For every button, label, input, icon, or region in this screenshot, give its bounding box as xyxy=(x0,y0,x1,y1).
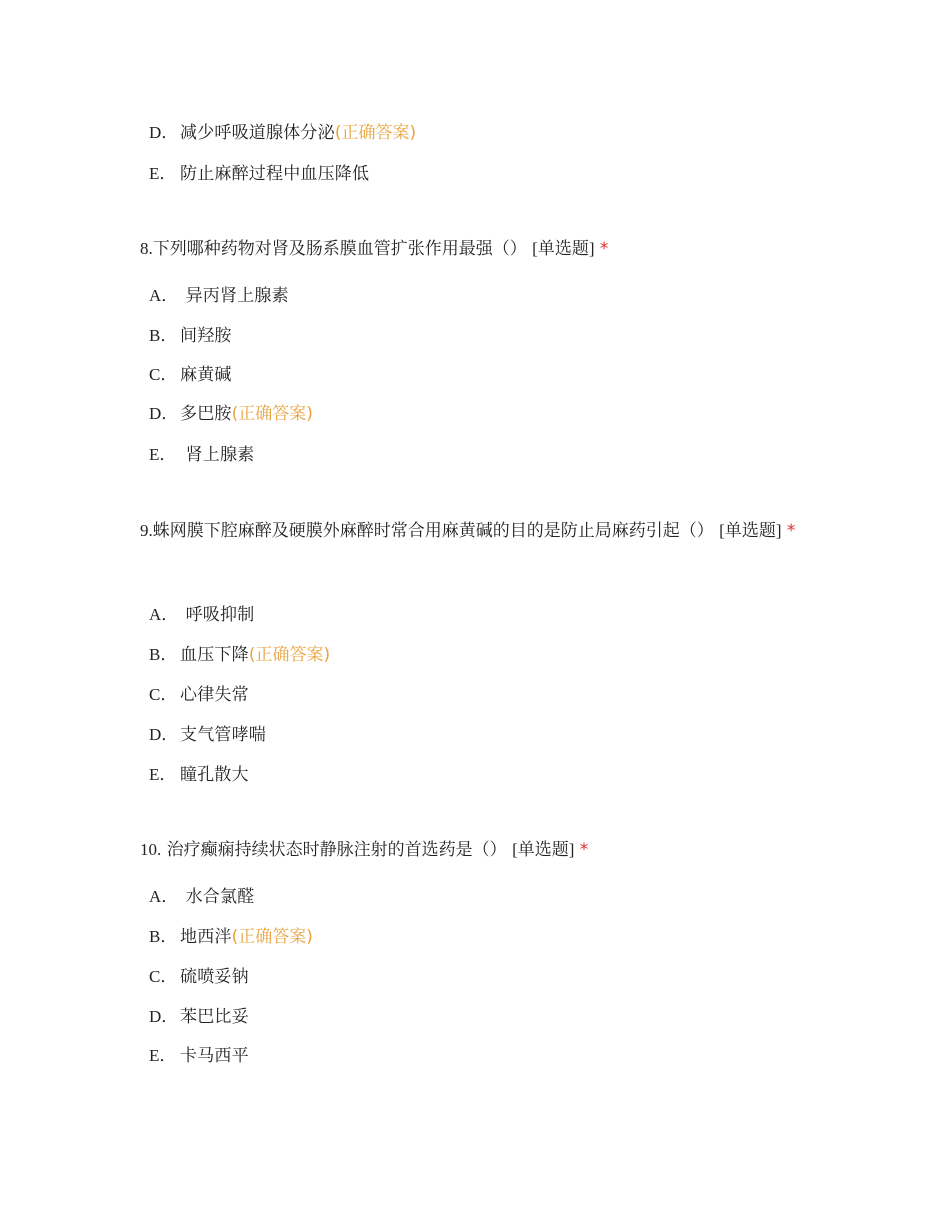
question-8-title xyxy=(140,230,820,268)
option-q8-d xyxy=(149,403,313,425)
option-text: 心律失常 xyxy=(180,685,249,705)
option-letter: E． xyxy=(149,765,177,784)
option-text: 地西泮 xyxy=(180,927,232,947)
option-letter: C． xyxy=(149,967,178,986)
option-text: 卡马西平 xyxy=(180,1046,249,1066)
option-q9-c xyxy=(149,684,249,706)
option-q10-d xyxy=(149,1006,249,1028)
option-q8-c xyxy=(149,364,232,386)
option-letter: D． xyxy=(149,404,179,423)
question-text: 蛛网膜下腔麻醉及硬膜外麻醉时常合用麻黄碱的目的是防止局麻药引起（） xyxy=(152,521,714,541)
option-q9-a xyxy=(149,604,254,626)
option-letter: D． xyxy=(149,725,179,744)
option-text: 间羟胺 xyxy=(180,326,232,346)
option-letter: B． xyxy=(149,927,178,946)
option-letter: D． xyxy=(149,1007,179,1026)
question-type: [单选题] xyxy=(512,840,575,859)
option-text: 血压下降 xyxy=(180,645,249,665)
question-type: [单选题] xyxy=(719,521,782,540)
option-q10-c xyxy=(149,966,249,988)
option-q10-e xyxy=(149,1045,249,1067)
option-text: 防止麻醉过程中血压降低 xyxy=(180,164,370,184)
option-text: 异丙肾上腺素 xyxy=(180,286,289,306)
option-text: 麻黄碱 xyxy=(180,365,232,385)
option-q9-b xyxy=(149,644,330,666)
question-number: 10. xyxy=(140,840,162,859)
option-letter: A． xyxy=(149,605,179,624)
question-9-title xyxy=(140,512,802,550)
option-text: 肾上腺素 xyxy=(180,445,255,465)
question-10-title xyxy=(140,831,820,869)
option-q8-b xyxy=(149,325,232,347)
correct-answer-label: (正确答案) xyxy=(248,645,331,665)
option-letter: B． xyxy=(149,326,178,345)
option-letter: C． xyxy=(149,365,178,384)
option-q10-a xyxy=(149,886,254,908)
option-text: 苯巴比妥 xyxy=(180,1007,249,1027)
option-letter: A． xyxy=(149,887,179,906)
option-text: 瞳孔散大 xyxy=(180,765,249,785)
option-letter: C． xyxy=(149,685,178,704)
option-letter: E． xyxy=(149,1046,177,1065)
option-q9-e xyxy=(149,764,249,786)
option-text: 支气管哮喘 xyxy=(180,725,266,745)
option-q8-a xyxy=(149,285,289,307)
required-mark: * xyxy=(786,521,796,541)
question-text: 下列哪种药物对肾及肠系膜血管扩张作用最强（） xyxy=(152,239,527,259)
correct-answer-label: (正确答案) xyxy=(231,404,313,424)
option-q9-d xyxy=(149,724,266,746)
question-number: 8. xyxy=(140,239,153,258)
option-q7-d xyxy=(149,122,416,144)
option-text: 硫喷妥钠 xyxy=(180,967,249,987)
option-letter: A． xyxy=(149,286,179,305)
option-letter: E． xyxy=(149,445,177,464)
option-text: 呼吸抑制 xyxy=(180,605,255,625)
option-letter: B． xyxy=(149,645,178,664)
option-q7-e xyxy=(149,163,369,185)
question-number: 9. xyxy=(140,521,153,540)
option-letter: E． xyxy=(149,164,177,183)
option-text: 水合氯醛 xyxy=(180,887,255,907)
question-type: [单选题] xyxy=(532,239,595,258)
correct-answer-label: (正确答案) xyxy=(334,123,417,143)
required-mark: * xyxy=(599,239,609,259)
correct-answer-label: (正确答案) xyxy=(231,927,313,947)
option-text: 多巴胺 xyxy=(180,404,232,424)
option-text: 减少呼吸道腺体分泌 xyxy=(180,123,335,143)
option-q8-e xyxy=(149,444,254,466)
question-text: 治疗癫痫持续状态时静脉注射的首选药是（） xyxy=(166,840,507,860)
required-mark: * xyxy=(579,840,589,860)
option-letter: D． xyxy=(149,123,179,142)
option-q10-b xyxy=(149,926,313,948)
